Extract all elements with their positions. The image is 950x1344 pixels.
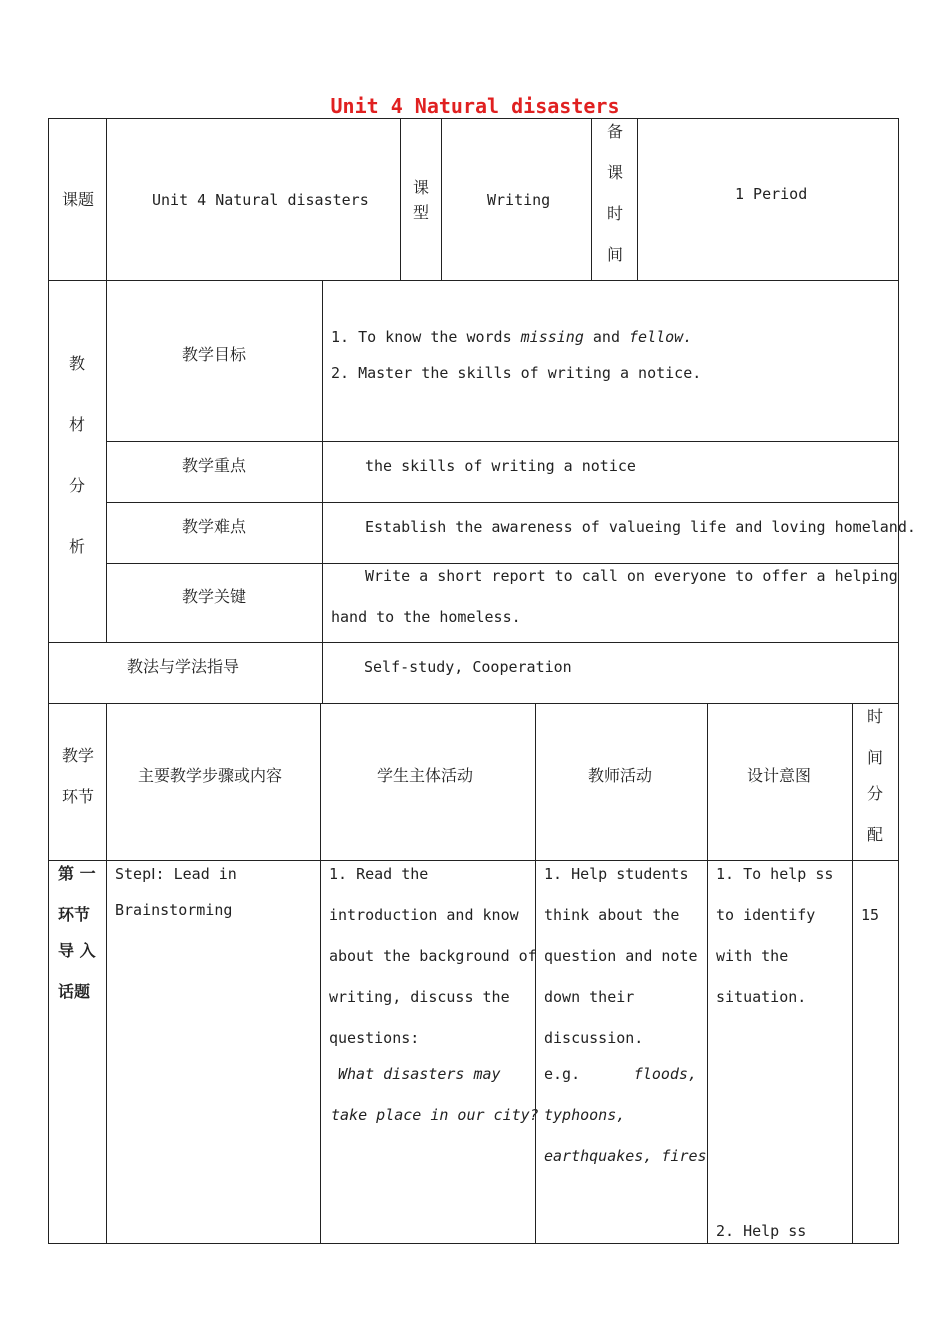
table-border [48,118,899,119]
table-border [898,118,899,1244]
teacher-example-line-2: typhoons, [544,1106,626,1124]
type-label-2: 型 [413,203,430,222]
step-1-subtitle: Brainstorming [115,901,233,919]
analysis-label-2: 材 [69,415,86,434]
teacher-eg-word: floods, [633,1065,697,1083]
goals-label: 教学目标 [182,345,247,364]
steps-header: 主要教学步骤或内容 [138,766,283,785]
document-title: Unit 4 Natural disasters [330,94,620,118]
prep-time-label-4: 间 [607,245,624,264]
col-divider [400,118,401,281]
student-question-line-2: take place in our city? [331,1106,539,1124]
type-value: Writing [487,191,551,209]
step-1-title: StepⅠ: Lead in [115,865,237,883]
time-header-3: 分 [867,784,884,803]
teacher-eg-label: e.g. [544,1065,581,1083]
row-divider [48,642,899,643]
row-divider [48,860,899,861]
table-border [48,1243,899,1244]
lesson-plan-table [48,118,916,1244]
difficulties-value: Establish the awareness of valueing life and loving homeland. [365,518,916,536]
col-divider [322,280,323,704]
analysis-label-1: 教 [69,354,86,373]
goal-item-1-and: and [592,328,620,346]
intent-line-1: 1. To help ss [716,865,834,883]
prep-time-value: 1 Period [735,185,808,203]
col-divider [441,118,442,281]
stage1-label-1: 第 一 [58,864,96,883]
teacher-line-5: discussion. [544,1029,644,1047]
stage-header-1: 教学 [62,746,95,765]
methods-value: Self-study, Cooperation [364,658,572,676]
stage1-label-2: 环节 [58,905,91,924]
row-divider [48,703,899,704]
teacher-line-2: think about the [544,906,680,924]
key-value-line1: Write a short report to call on everyone to offer a helping [365,567,898,585]
row-divider [48,280,899,281]
col-divider [106,280,107,643]
col-divider [320,703,321,1244]
goal-item-2: 2. Master the skills of writing a notice. [331,364,702,382]
col-divider [707,703,708,1244]
prep-time-label-1: 备 [607,122,624,141]
intent-line-3: with the [716,947,789,965]
student-line-3: about the background of [329,947,537,965]
key-points-label: 教学重点 [182,456,247,475]
time-header-4: 配 [867,825,884,844]
student-line-2: introduction and know [329,906,519,924]
teacher-example-line-3: earthquakes, fires [544,1147,707,1165]
goal-word-fellow: fellow. [629,328,693,346]
intent-line-2: to identify [716,906,816,924]
student-line-4: writing, discuss the [329,988,510,1006]
key-points-value: the skills of writing a notice [365,457,636,475]
student-line-5: questions: [329,1029,420,1047]
analysis-label-3: 分 [69,476,86,495]
col-divider [106,703,107,1244]
key-label: 教学关键 [182,587,247,606]
goal-item-1 [331,327,692,347]
design-intent-header: 设计意图 [747,766,812,785]
type-label-1: 课 [413,178,430,197]
methods-label: 教法与学法指导 [127,657,240,676]
prep-time-label-2: 课 [607,163,624,182]
goal-item-1-prefix: 1. To know the words [331,328,512,346]
key-value-line2: hand to the homeless. [331,608,521,626]
difficulties-label: 教学难点 [182,517,247,536]
time-header-2: 间 [867,748,884,767]
teacher-eg-line [544,1064,697,1084]
col-divider [637,118,638,281]
teacher-activity-header: 教师活动 [588,766,653,785]
prep-time-label-3: 时 [607,204,624,223]
student-activity-header: 学生主体活动 [377,766,474,785]
stage1-label-3: 导 入 [58,941,96,960]
goal-word-missing: missing [520,328,584,346]
row-divider [106,502,899,503]
teacher-line-1: 1. Help students [544,865,689,883]
row-divider [106,563,899,564]
teacher-line-3: question and note [544,947,698,965]
time-header-1: 时 [867,707,884,726]
topic-value: Unit 4 Natural disasters [152,191,369,209]
stage1-time: 15 [861,906,880,924]
table-border [48,118,49,1244]
teacher-line-4: down their [544,988,635,1006]
intent-line-5: 2. Help ss [716,1222,807,1240]
col-divider [591,118,592,281]
student-question-line-1: What disasters may [338,1065,501,1083]
col-divider [535,703,536,1244]
row-divider [106,441,899,442]
stage1-label-4: 话题 [58,982,91,1001]
topic-label: 课题 [62,190,95,209]
stage-header-2: 环节 [62,787,95,806]
col-divider [852,703,853,1244]
col-divider [106,118,107,281]
intent-line-4: situation. [716,988,807,1006]
student-line-1: 1. Read the [329,865,429,883]
analysis-label-4: 析 [69,537,86,556]
